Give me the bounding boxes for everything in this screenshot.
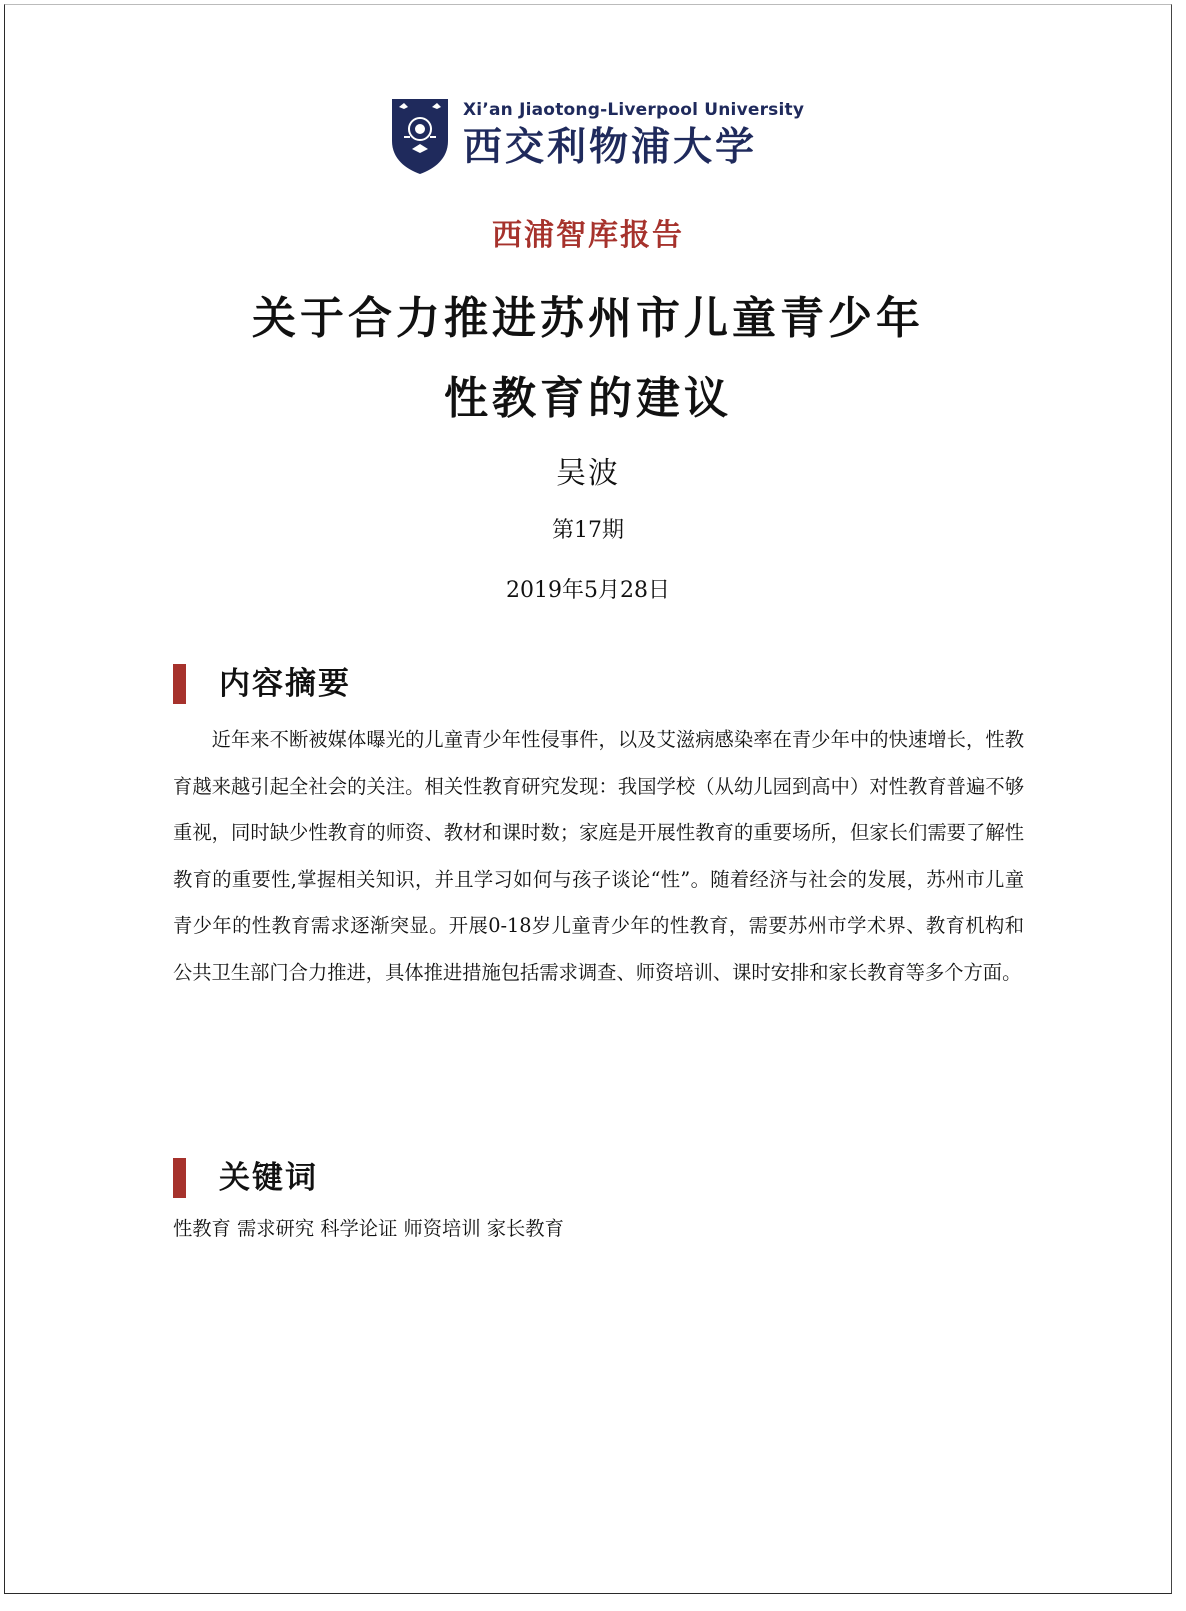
keywords-list: 性教育 需求研究 科学论证 师资培训 家长教育	[173, 1217, 564, 1240]
university-crest-icon	[390, 97, 450, 175]
university-name-en: Xi’an Jiaotong-Liverpool University	[463, 100, 805, 120]
section-marker	[173, 664, 186, 704]
report-author: 吴波	[556, 456, 620, 491]
report-issue: 第17期	[552, 518, 624, 543]
abstract-text: 近年来不断被媒体曝光的儿童青少年性侵事件，以及艾滋病感染率在青少年中的快速增长，性教育越来越引起全社会的关注。相关性教育研究发现：我国学校（从幼儿园到高中）对性教育普遍不够重视，同时缺少性教育的师资、教材和课时数；家庭是开展性教育的重要场所，但家长们需要了解性教育的重要性,掌握相关知识，并且学习如何与孩子谈论“性”。随着经济与社会的发展，苏州市儿童青少年的性教育需求逐渐突显。开展0-18岁儿童青少年的性教育，需要苏州市学术界、教育机构和公共卫生部门合力推进，具体推进措施包括需求调查、师资培训、课时安排和家长教育等多个方面。	[173, 728, 1024, 984]
keywords-heading: 关键词	[219, 1160, 318, 1196]
report-series: 西浦智库报告	[492, 218, 684, 253]
report-title-line-2: 性教育的建议	[444, 373, 732, 424]
section-marker	[173, 1158, 186, 1198]
university-header	[390, 97, 810, 177]
university-name-cn: 西交利物浦大学	[463, 124, 758, 170]
report-date: 2019年5月28日	[506, 578, 670, 603]
report-title-line-1: 关于合力推进苏州市儿童青少年	[252, 293, 924, 344]
abstract-heading: 内容摘要	[219, 666, 351, 702]
document-page	[4, 4, 1172, 1594]
